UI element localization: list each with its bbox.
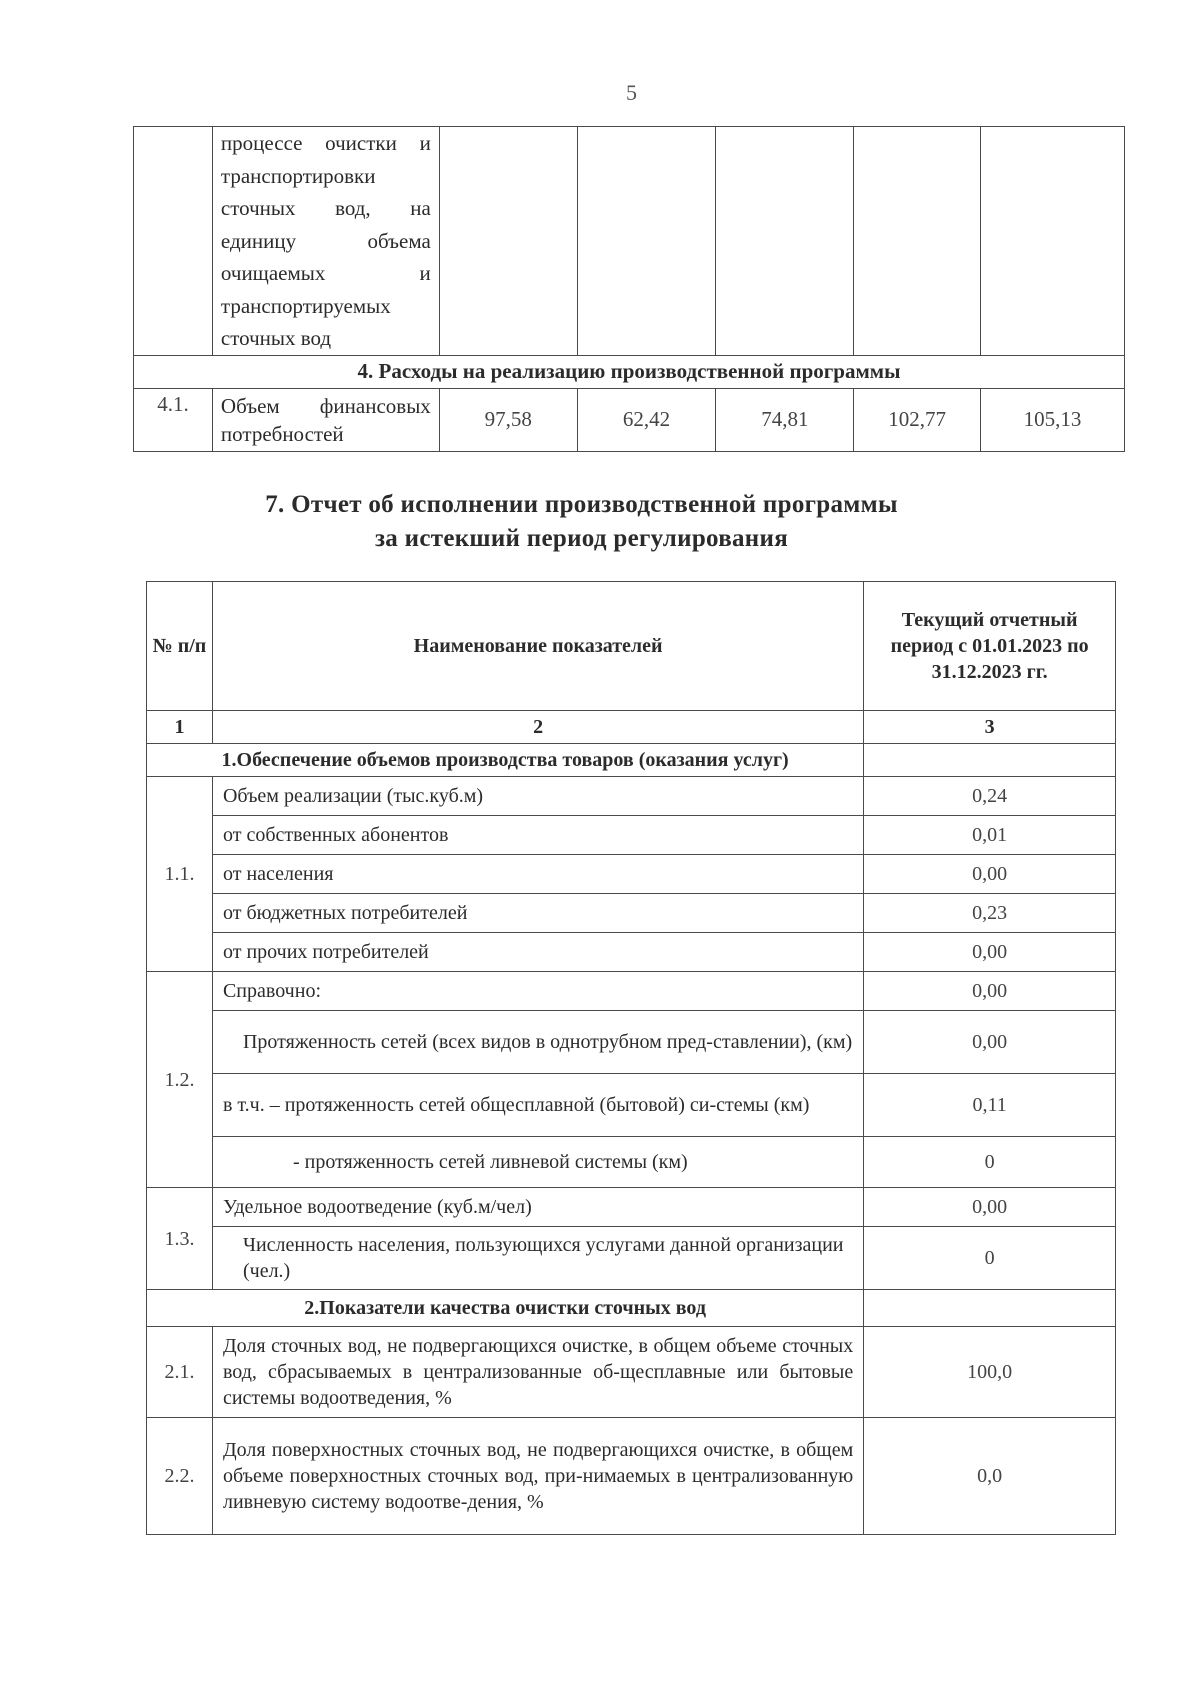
header-period: Текущий отчетный период с 01.01.2023 по 31.12.2023 гг. [864, 582, 1116, 711]
table-cell [864, 744, 1116, 777]
table-row [134, 127, 1125, 356]
section-header: 4. Расходы на реализацию производственной программы [134, 355, 1125, 388]
table-cell [134, 127, 213, 356]
section-title-2: 2.Показатели качества очистки сточных вод [147, 1290, 864, 1327]
report-table [146, 581, 1116, 1535]
row-name: Объем реализации (тыс.куб.м) [212, 777, 863, 816]
row-name: Удельное водоотведение (куб.м/чел) [212, 1188, 863, 1227]
desc-line: сточных вод [220, 326, 332, 350]
table-cell [854, 127, 981, 356]
table-row [147, 972, 1116, 1011]
section-row [147, 744, 1116, 777]
table-row [147, 816, 1116, 855]
row-name: Объем финансовых потребностей [212, 388, 439, 451]
row-name: от собственных абонентов [212, 816, 863, 855]
row-name: Доля сточных вод, не подвергающихся очистке, в общем объеме сточных вод, сбрасываемых в централизованные об-щесплавные или бытовые системы водоотведения, % [212, 1327, 863, 1418]
table-cell [716, 127, 854, 356]
desc-line: процессе очистки и [220, 131, 431, 155]
table-row [147, 1074, 1116, 1137]
header-name: Наименование показателей [212, 582, 863, 711]
expenses-table [133, 126, 1125, 452]
table-row [147, 1418, 1116, 1535]
table-row [147, 855, 1116, 894]
value-cell: 0,00 [864, 972, 1116, 1011]
value-cell: 0 [864, 1137, 1116, 1188]
row-number: 2.1. [147, 1327, 213, 1418]
table-row [147, 933, 1116, 972]
section-header-row [134, 355, 1125, 388]
value-cell: 0,11 [864, 1074, 1116, 1137]
row-name: Доля поверхностных сточных вод, не подвергающихся очистке, в общем объеме поверхностных сточных вод, при-нимаемых в централизованную ливневую систему водоотве-дения, % [212, 1418, 863, 1535]
table-row [147, 894, 1116, 933]
row-name: от бюджетных потребителей [212, 894, 863, 933]
continued-description [212, 127, 439, 356]
table-row [147, 1327, 1116, 1418]
group-number: 1.3. [147, 1188, 213, 1290]
value-cell: 0 [864, 1227, 1116, 1290]
header-num: № п/п [147, 582, 213, 711]
row-name: Протяженность сетей (всех видов в однотрубном пред-ставлении), (км) [212, 1011, 863, 1074]
row-name: Справочно: [212, 972, 863, 1011]
column-number-row [147, 711, 1116, 744]
table-row [147, 1188, 1116, 1227]
value-cell: 100,0 [864, 1327, 1116, 1418]
row-name: в т.ч. – протяженность сетей общесплавной (бытовой) си-стемы (км) [212, 1074, 863, 1137]
row-number: 2.2. [147, 1418, 213, 1535]
value-cell: 0,00 [864, 933, 1116, 972]
desc-line: единицу объема [220, 228, 431, 253]
colnum: 3 [864, 711, 1116, 744]
title-line: за истекший период регулирования [374, 525, 789, 552]
value-cell: 0,01 [864, 816, 1116, 855]
desc-line: очищаемых и [220, 261, 431, 285]
row-name: Численность населения, пользующихся услугами данной организации (чел.) [212, 1227, 863, 1290]
table-row [147, 1137, 1116, 1188]
title-line: 7. Отчет об исполнении производственной программы [265, 491, 898, 518]
table-row [147, 777, 1116, 816]
row-name: от населения [212, 855, 863, 894]
value-cell: 0,00 [864, 1011, 1116, 1074]
table-cell [864, 1290, 1116, 1327]
desc-line: транспортируемых [220, 293, 391, 318]
group-number: 1.1. [147, 777, 213, 972]
desc-line: сточных вод, на [220, 196, 431, 220]
value-cell: 62,42 [577, 388, 716, 451]
table-cell [577, 127, 716, 356]
value-cell: 0,00 [864, 855, 1116, 894]
desc-line: транспортировки [220, 163, 376, 188]
table-row [147, 1011, 1116, 1074]
value-cell: 97,58 [439, 388, 577, 451]
colnum: 1 [147, 711, 213, 744]
header-row [147, 582, 1116, 711]
value-cell: 0,0 [864, 1418, 1116, 1535]
section-title-1: 1.Обеспечение объемов производства товаров (оказания услуг) [147, 744, 864, 777]
value-cell: 0,24 [864, 777, 1116, 816]
table-cell [981, 127, 1125, 356]
table-row [134, 388, 1125, 451]
page-number: 5 [626, 80, 637, 105]
value-cell: 102,77 [854, 388, 981, 451]
value-cell: 0,00 [864, 1188, 1116, 1227]
section-title [0, 488, 1163, 556]
table-cell [439, 127, 577, 356]
section-row [147, 1290, 1116, 1327]
value-cell: 105,13 [981, 388, 1125, 451]
table-row [147, 1227, 1116, 1290]
colnum: 2 [212, 711, 863, 744]
value-cell: 0,23 [864, 894, 1116, 933]
row-number: 4.1. [134, 388, 213, 451]
row-name: - протяженность сетей ливневой системы (км) [212, 1137, 863, 1188]
value-cell: 74,81 [716, 388, 854, 451]
row-name: от прочих потребителей [212, 933, 863, 972]
group-number: 1.2. [147, 972, 213, 1188]
